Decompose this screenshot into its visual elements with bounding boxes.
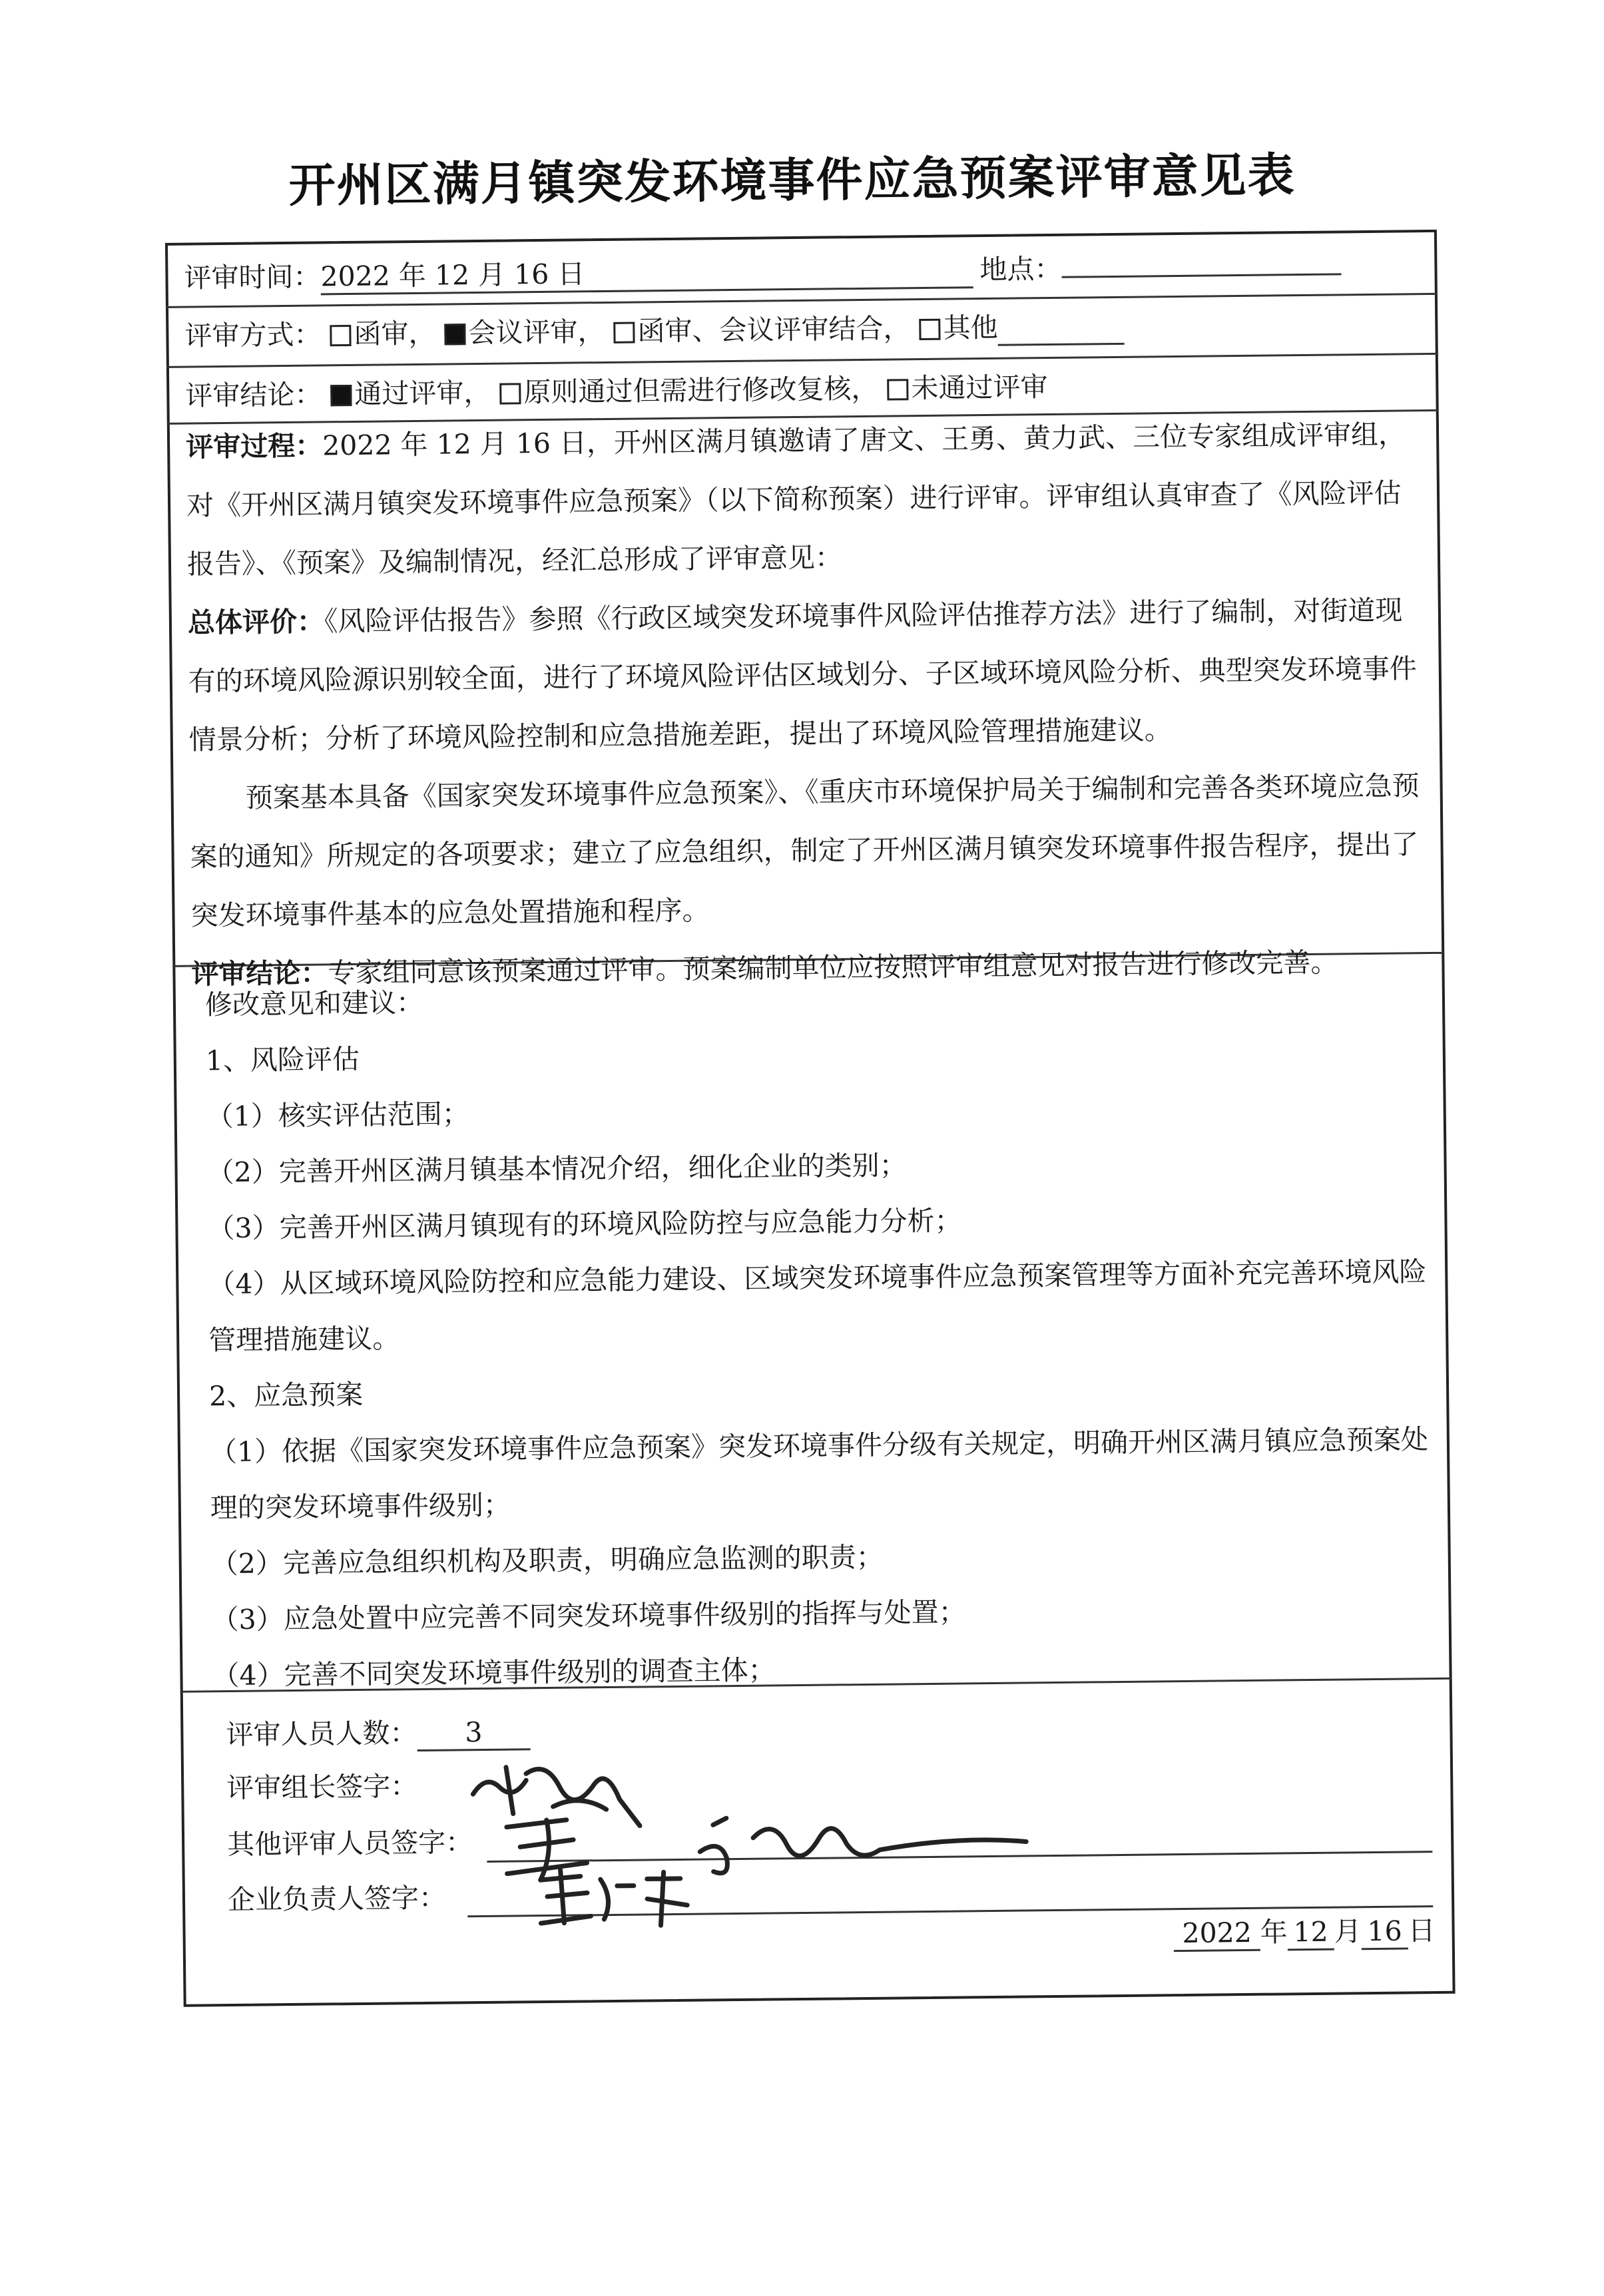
review-time-value: 2022 年 12 月 16 日 [320,253,973,295]
date-day: 16 [1361,1914,1408,1950]
review-process-block [186,405,1430,1003]
location-label: 地点： [979,252,1062,286]
suggestions-block [205,964,1438,1704]
suggestions-header: 修改意见和建议： [204,986,424,1021]
date-year-unit: 年 [1260,1916,1288,1949]
review-time-label: 评审时间： [184,260,321,294]
review-method-label: 评审方式： [184,318,322,352]
leader-sign-label: 评审组长签字： [226,1770,418,1805]
suggestion-item: （4）完善不同突发环境事件级别的调查主体； [212,1654,776,1692]
company-sign-row [228,1881,447,1917]
date-month: 12 [1287,1915,1334,1951]
suggestion-item: （3）完善开州区满月镇现有的环境风险防控与应急能力分析； [207,1204,962,1245]
method-letter-label: 函审， [354,317,436,350]
method-other-label: 其他 [943,311,998,344]
date-day-unit: 日 [1408,1915,1436,1947]
method-other-checkbox[interactable] [919,319,940,340]
overall-evaluation-paragraph [187,580,1428,769]
method-meeting-label: 会议评审， [468,315,605,349]
date-year: 2022 [1173,1916,1260,1952]
conclusion-conditional-label: 原则通过但需进行修改复核， [523,372,879,409]
method-meeting-checkbox[interactable] [444,324,465,345]
overall-evaluation-text: 《风险评估报告》参照《行政区域突发环境事件风险评估推荐方法》进行了编制，对街道现有的环境风险源识别较全面，进行了环境风险评估区域划分、子区域环境风险分析、典型突发环境事件情景分析；分析了环境风险控制和应急措施差距，提出了环境风险管理措施建议。 [188,594,1418,756]
section-title: 1、风险评估 [205,1042,360,1077]
method-letter-checkbox[interactable] [330,325,351,346]
conclusion-label: 评审结论： [185,378,322,412]
other-sign-row [227,1825,473,1861]
suggestion-item: （1）核实评估范围； [206,1098,470,1133]
conclusion-pass-checkbox[interactable] [330,385,352,406]
method-combined-checkbox[interactable] [613,322,635,344]
date-row [1173,1914,1436,1952]
reviewer-count-label: 评审人员人数： [226,1717,417,1751]
reviewer-count-value: 3 [417,1715,531,1751]
final-conclusion-text: 专家组同意该预案通过评审。预案编制单位应按照评审组意见对报告进行修改完善。 [328,946,1338,989]
method-combined-label: 函审、会议评审结合， [637,312,911,347]
leader-sign-row [226,1769,418,1805]
review-process-paragraph [186,405,1426,593]
conclusion-conditional-checkbox[interactable] [499,383,521,404]
conclusion-fail-checkbox[interactable] [887,379,908,400]
suggestion-item: （4）从区域环境风险防控和应急能力建设、区域突发环境事件应急预案管理等方面补充完善环境风险管理措施建议。 [208,1256,1427,1357]
company-sign-label: 企业负责人签字： [227,1881,447,1917]
overall-evaluation-label: 总体评价： [187,605,325,639]
form-title: 开州区满月镇突发环境事件应急预案评审意见表 [288,148,1296,213]
conclusion-fail-label: 未通过评审 [911,371,1048,405]
suggestion-item: （2）完善开州区满月镇基本情况介绍，细化企业的类别； [206,1149,907,1189]
final-conclusion-label: 评审结论： [191,957,328,991]
section-title: 2、应急预案 [208,1378,364,1413]
date-month-unit: 月 [1334,1915,1362,1948]
conclusion-pass-label: 通过评审， [354,376,491,410]
review-process-label: 评审过程： [185,429,323,463]
other-sign-label: 其他评审人员签字： [226,1826,473,1861]
plan-evaluation-paragraph: 预案基本具备《国家突发环境事件应急预案》、《重庆市环境保护局关于编制和完善各类环境应急预案的通知》所规定的各项要求；建立了应急组织，制定了开州区满月镇突发环境事件报告程序，提出了突发环境事件基本的应急处置措施和程序。 [190,770,1420,932]
suggestion-item: （2）完善应急组织机构及职责，明确应急监测的职责； [210,1540,884,1580]
review-process-text: 2022 年 12 月 16 日，开州区满月镇邀请了唐文、王勇、黄力武、三位专家组成评审组，对《开州区满月镇突发环境事件应急预案》（以下简称预案）进行评审。评审组认真审查了《风险评估报告》、《预案》及编制情况，经汇总形成了评审意见： [186,418,1406,580]
location-value [1062,273,1342,278]
suggestion-item: （3）应急处置中应完善不同突发环境事件级别的指挥与处置； [211,1596,966,1636]
method-other-blank [997,310,1125,346]
suggestion-item: （1）依据《国家突发环境事件应急预案》突发环境事件分级有关规定，明确开州区满月镇应急预案处理的突发环境事件级别； [209,1423,1429,1524]
company-signature [527,1859,700,1934]
